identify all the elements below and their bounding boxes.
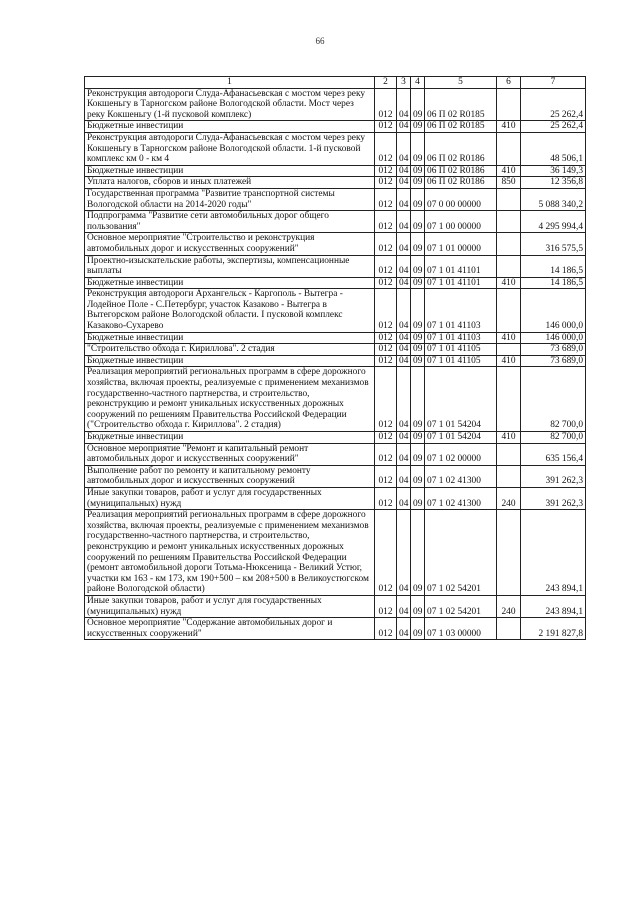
subsection-code-cell: 09 bbox=[411, 165, 425, 177]
row-name-cell: Бюджетные инвестиции bbox=[85, 332, 375, 344]
section-code-cell: 04 bbox=[397, 355, 411, 367]
row-name-cell: Бюджетные инвестиции bbox=[85, 355, 375, 367]
section-code-cell: 04 bbox=[397, 121, 411, 133]
ministry-code-cell: 012 bbox=[375, 233, 397, 255]
column-header: 7 bbox=[521, 77, 586, 89]
row-name-cell: Бюджетные инвестиции bbox=[85, 277, 375, 289]
ministry-code-cell: 012 bbox=[375, 211, 397, 233]
table-row bbox=[85, 289, 586, 332]
subsection-code-cell: 09 bbox=[411, 121, 425, 133]
table-row bbox=[85, 132, 586, 165]
section-code-cell: 04 bbox=[397, 443, 411, 465]
amount-cell: 4 295 994,4 bbox=[521, 211, 586, 233]
subsection-code-cell: 09 bbox=[411, 595, 425, 617]
target-article-cell: 07 1 01 54204 bbox=[425, 432, 497, 444]
subsection-code-cell: 09 bbox=[411, 344, 425, 356]
ministry-code-cell: 012 bbox=[375, 355, 397, 367]
subsection-code-cell: 09 bbox=[411, 233, 425, 255]
ministry-code-cell: 012 bbox=[375, 188, 397, 210]
target-article-cell: 07 1 02 54201 bbox=[425, 510, 497, 596]
section-code-cell: 04 bbox=[397, 88, 411, 121]
amount-cell: 243 894,1 bbox=[521, 510, 586, 596]
row-name-cell: Основное мероприятие "Содержание автомобильных дорог и искусственных сооружений" bbox=[85, 618, 375, 640]
ministry-code-cell: 012 bbox=[375, 255, 397, 277]
ministry-code-cell: 012 bbox=[375, 432, 397, 444]
ministry-code-cell: 012 bbox=[375, 465, 397, 487]
amount-cell: 48 506,1 bbox=[521, 132, 586, 165]
expense-type-cell bbox=[497, 88, 521, 121]
expense-type-cell bbox=[497, 132, 521, 165]
subsection-code-cell: 09 bbox=[411, 355, 425, 367]
table-row bbox=[85, 487, 586, 509]
row-name-cell: Государственная программа "Развитие транспортной системы Вологодской области на 2014-2020 годы" bbox=[85, 188, 375, 210]
subsection-code-cell: 09 bbox=[411, 487, 425, 509]
column-header: 1 bbox=[85, 77, 375, 89]
ministry-code-cell: 012 bbox=[375, 289, 397, 332]
target-article-cell: 06 П 02 R0185 bbox=[425, 88, 497, 121]
table-row bbox=[85, 465, 586, 487]
table-row bbox=[85, 165, 586, 177]
target-article-cell: 07 1 01 41101 bbox=[425, 255, 497, 277]
table-row bbox=[85, 618, 586, 640]
ministry-code-cell: 012 bbox=[375, 332, 397, 344]
target-article-cell: 07 1 01 41103 bbox=[425, 289, 497, 332]
amount-cell: 82 700,0 bbox=[521, 432, 586, 444]
amount-cell: 25 262,4 bbox=[521, 88, 586, 121]
ministry-code-cell: 012 bbox=[375, 443, 397, 465]
ministry-code-cell: 012 bbox=[375, 510, 397, 596]
subsection-code-cell: 09 bbox=[411, 188, 425, 210]
amount-cell: 146 000,0 bbox=[521, 289, 586, 332]
table-row bbox=[85, 177, 586, 189]
expense-type-cell bbox=[497, 255, 521, 277]
section-code-cell: 04 bbox=[397, 344, 411, 356]
row-name-cell: Проектно-изыскательские работы, экспертизы, компенсационные выплаты bbox=[85, 255, 375, 277]
expense-type-cell: 850 bbox=[497, 177, 521, 189]
section-code-cell: 04 bbox=[397, 277, 411, 289]
section-code-cell: 04 bbox=[397, 165, 411, 177]
amount-cell: 316 575,5 bbox=[521, 233, 586, 255]
section-code-cell: 04 bbox=[397, 255, 411, 277]
ministry-code-cell: 012 bbox=[375, 277, 397, 289]
target-article-cell: 06 П 02 R0186 bbox=[425, 177, 497, 189]
table-row bbox=[85, 595, 586, 617]
table-row bbox=[85, 255, 586, 277]
amount-cell: 2 191 827,8 bbox=[521, 618, 586, 640]
row-name-cell: Иные закупки товаров, работ и услуг для государственных (муниципальных) нужд bbox=[85, 595, 375, 617]
subsection-code-cell: 09 bbox=[411, 177, 425, 189]
target-article-cell: 07 1 02 00000 bbox=[425, 443, 497, 465]
target-article-cell: 07 1 02 41300 bbox=[425, 487, 497, 509]
section-code-cell: 04 bbox=[397, 487, 411, 509]
target-article-cell: 07 0 00 00000 bbox=[425, 188, 497, 210]
column-header: 4 bbox=[411, 77, 425, 89]
amount-cell: 635 156,4 bbox=[521, 443, 586, 465]
subsection-code-cell: 09 bbox=[411, 332, 425, 344]
expense-type-cell: 410 bbox=[497, 432, 521, 444]
table-row bbox=[85, 432, 586, 444]
table-header-row bbox=[85, 77, 586, 89]
section-code-cell: 04 bbox=[397, 510, 411, 596]
table-row bbox=[85, 188, 586, 210]
ministry-code-cell: 012 bbox=[375, 132, 397, 165]
expense-type-cell bbox=[497, 344, 521, 356]
row-name-cell: Реконструкция автодороги Слуда-Афанасьевская с мостом через реку Кокшеньгу в Тарногском районе Вологодской области. Мост через реку Кокшеньгу (1-й пусковой комплекс) bbox=[85, 88, 375, 121]
ministry-code-cell: 012 bbox=[375, 367, 397, 432]
amount-cell: 36 149,3 bbox=[521, 165, 586, 177]
table-row bbox=[85, 443, 586, 465]
section-code-cell: 04 bbox=[397, 432, 411, 444]
row-name-cell: Основное мероприятие "Строительство и реконструкция автомобильных дорог и искусственных сооружений" bbox=[85, 233, 375, 255]
table-row bbox=[85, 510, 586, 596]
table-row bbox=[85, 88, 586, 121]
subsection-code-cell: 09 bbox=[411, 443, 425, 465]
table-row bbox=[85, 233, 586, 255]
amount-cell: 73 689,0 bbox=[521, 344, 586, 356]
section-code-cell: 04 bbox=[397, 595, 411, 617]
target-article-cell: 07 1 00 00000 bbox=[425, 211, 497, 233]
expense-type-cell: 410 bbox=[497, 355, 521, 367]
amount-cell: 14 186,5 bbox=[521, 277, 586, 289]
section-code-cell: 04 bbox=[397, 211, 411, 233]
table-row bbox=[85, 355, 586, 367]
target-article-cell: 07 1 01 41101 bbox=[425, 277, 497, 289]
table-row bbox=[85, 367, 586, 432]
amount-cell: 5 088 340,2 bbox=[521, 188, 586, 210]
row-name-cell: Реконструкция автодороги Слуда-Афанасьевская с мостом через реку Кокшеньгу в Тарногском районе Вологодской области. 1-й пусковой комплекс км 0 - км 4 bbox=[85, 132, 375, 165]
subsection-code-cell: 09 bbox=[411, 255, 425, 277]
row-name-cell: Уплата налогов, сборов и иных платежей bbox=[85, 177, 375, 189]
budget-table bbox=[84, 76, 586, 640]
expense-type-cell: 410 bbox=[497, 277, 521, 289]
table-row bbox=[85, 344, 586, 356]
amount-cell: 73 689,0 bbox=[521, 355, 586, 367]
expense-type-cell bbox=[497, 618, 521, 640]
subsection-code-cell: 09 bbox=[411, 465, 425, 487]
target-article-cell: 07 1 01 54204 bbox=[425, 367, 497, 432]
section-code-cell: 04 bbox=[397, 289, 411, 332]
expense-type-cell bbox=[497, 465, 521, 487]
target-article-cell: 06 П 02 R0186 bbox=[425, 132, 497, 165]
expense-type-cell bbox=[497, 510, 521, 596]
amount-cell: 82 700,0 bbox=[521, 367, 586, 432]
expense-type-cell bbox=[497, 443, 521, 465]
expense-type-cell: 410 bbox=[497, 165, 521, 177]
table-row bbox=[85, 121, 586, 133]
subsection-code-cell: 09 bbox=[411, 289, 425, 332]
section-code-cell: 04 bbox=[397, 367, 411, 432]
subsection-code-cell: 09 bbox=[411, 367, 425, 432]
table-row bbox=[85, 211, 586, 233]
ministry-code-cell: 012 bbox=[375, 177, 397, 189]
table-body bbox=[85, 88, 586, 640]
expense-type-cell bbox=[497, 233, 521, 255]
row-name-cell: Бюджетные инвестиции bbox=[85, 165, 375, 177]
amount-cell: 12 356,8 bbox=[521, 177, 586, 189]
section-code-cell: 04 bbox=[397, 465, 411, 487]
column-header: 3 bbox=[397, 77, 411, 89]
subsection-code-cell: 09 bbox=[411, 510, 425, 596]
subsection-code-cell: 09 bbox=[411, 88, 425, 121]
amount-cell: 243 894,1 bbox=[521, 595, 586, 617]
subsection-code-cell: 09 bbox=[411, 211, 425, 233]
table-row bbox=[85, 332, 586, 344]
row-name-cell: Выполнение работ по ремонту и капитальному ремонту автомобильных дорог и искусственных сооружений bbox=[85, 465, 375, 487]
row-name-cell: Подпрограмма "Развитие сети автомобильных дорог общего пользования" bbox=[85, 211, 375, 233]
section-code-cell: 04 bbox=[397, 332, 411, 344]
target-article-cell: 06 П 02 R0186 bbox=[425, 165, 497, 177]
column-header: 2 bbox=[375, 77, 397, 89]
expense-type-cell bbox=[497, 289, 521, 332]
target-article-cell: 07 1 02 54201 bbox=[425, 595, 497, 617]
amount-cell: 391 262,3 bbox=[521, 487, 586, 509]
ministry-code-cell: 012 bbox=[375, 595, 397, 617]
target-article-cell: 07 1 01 00000 bbox=[425, 233, 497, 255]
column-header: 6 bbox=[497, 77, 521, 89]
row-name-cell: Бюджетные инвестиции bbox=[85, 121, 375, 133]
row-name-cell: Основное мероприятие "Ремонт и капитальный ремонт автомобильных дорог и искусственных сооружений" bbox=[85, 443, 375, 465]
row-name-cell: Реализация мероприятий региональных программ в сфере дорожного хозяйства, включая проекты, реализуемые с применением механизмов государственно-частного партнерства, и строительство, реконструкцию и ремонт уникальных искусственных дорожных сооружений по решениям Правительства Российской Федерации (ремонт автомобильной дороги Тотьма-Нюксеница - Великий Устюг, участки км 163 - км 173, км 190+500 – км 208+500 в Великоустюгском районе Вологодской области) bbox=[85, 510, 375, 596]
ministry-code-cell: 012 bbox=[375, 618, 397, 640]
ministry-code-cell: 012 bbox=[375, 344, 397, 356]
expense-type-cell: 410 bbox=[497, 121, 521, 133]
amount-cell: 14 186,5 bbox=[521, 255, 586, 277]
subsection-code-cell: 09 bbox=[411, 432, 425, 444]
row-name-cell: Бюджетные инвестиции bbox=[85, 432, 375, 444]
target-article-cell: 07 1 01 41103 bbox=[425, 332, 497, 344]
ministry-code-cell: 012 bbox=[375, 165, 397, 177]
table-row bbox=[85, 277, 586, 289]
ministry-code-cell: 012 bbox=[375, 121, 397, 133]
expense-type-cell: 240 bbox=[497, 595, 521, 617]
target-article-cell: 07 1 02 41300 bbox=[425, 465, 497, 487]
row-name-cell: Реализация мероприятий региональных программ в сфере дорожного хозяйства, включая проекты, реализуемые с применением механизмов государственно-частного партнерства, и строительство, реконструкцию и ремонт уникальных искусственных дорожных сооружений по решениям Правительства Российской Федерации ("Строительство обхода г. Кириллова". 2 стадия) bbox=[85, 367, 375, 432]
amount-cell: 391 262,3 bbox=[521, 465, 586, 487]
row-name-cell: Иные закупки товаров, работ и услуг для государственных (муниципальных) нужд bbox=[85, 487, 375, 509]
expense-type-cell bbox=[497, 367, 521, 432]
target-article-cell: 07 1 03 00000 bbox=[425, 618, 497, 640]
ministry-code-cell: 012 bbox=[375, 487, 397, 509]
section-code-cell: 04 bbox=[397, 233, 411, 255]
expense-type-cell bbox=[497, 211, 521, 233]
section-code-cell: 04 bbox=[397, 188, 411, 210]
column-header: 5 bbox=[425, 77, 497, 89]
row-name-cell: "Строительство обхода г. Кириллова". 2 стадия bbox=[85, 344, 375, 356]
target-article-cell: 07 1 01 41105 bbox=[425, 355, 497, 367]
row-name-cell: Реконструкция автодороги Архангельск - Каргополь - Вытегра - Лодейное Поле - С.Петербург, участок Казаково - Вытегра в Вытегорском районе Вологодской области. I пусковой комплекс Казаково-Сухарево bbox=[85, 289, 375, 332]
amount-cell: 25 262,4 bbox=[521, 121, 586, 133]
amount-cell: 146 000,0 bbox=[521, 332, 586, 344]
expense-type-cell: 410 bbox=[497, 332, 521, 344]
subsection-code-cell: 09 bbox=[411, 618, 425, 640]
section-code-cell: 04 bbox=[397, 618, 411, 640]
section-code-cell: 04 bbox=[397, 177, 411, 189]
expense-type-cell: 240 bbox=[497, 487, 521, 509]
section-code-cell: 04 bbox=[397, 132, 411, 165]
page-number: 66 bbox=[315, 36, 325, 46]
subsection-code-cell: 09 bbox=[411, 277, 425, 289]
target-article-cell: 06 П 02 R0185 bbox=[425, 121, 497, 133]
subsection-code-cell: 09 bbox=[411, 132, 425, 165]
expense-type-cell bbox=[497, 188, 521, 210]
target-article-cell: 07 1 01 41105 bbox=[425, 344, 497, 356]
ministry-code-cell: 012 bbox=[375, 88, 397, 121]
